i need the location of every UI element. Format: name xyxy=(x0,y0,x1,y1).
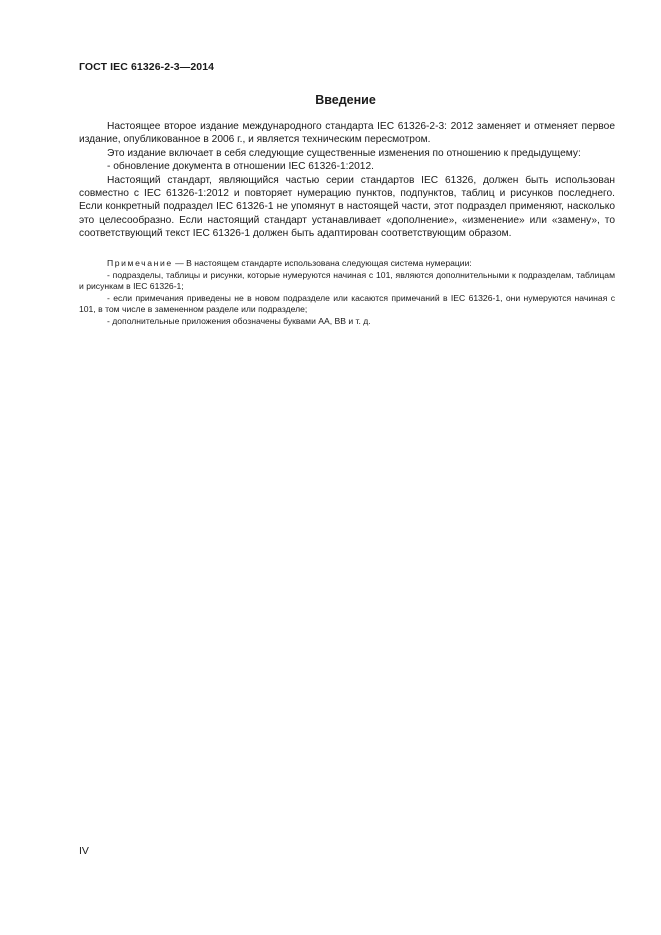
introduction-body xyxy=(79,120,615,241)
note-intro: — В настоящем стандарте использована следующая система нумерации: xyxy=(172,258,472,268)
paragraph-changes-intro: Это издание включает в себя следующие существенные изменения по отношению к предыдущему: xyxy=(107,147,581,159)
paragraph-change-item: - обновление документа в отношении IEC 61326-1:2012. xyxy=(107,161,374,173)
note-label: Примечание xyxy=(107,258,173,268)
note-item-notes: - если примечания приведены не в новом подразделе или касаются примечаний в IEC 61326-1, они нумеруются начиная с 101, в том числе в замененном разделе или подразделе; xyxy=(79,292,615,315)
paragraph-edition: Настоящее второе издание международного стандарта IEC 61326-2-3: 2012 заменяет и отменяет первое издание, опубликованное в 2006 г., и является техническим пересмотром. xyxy=(79,121,615,146)
note-item-annexes: - дополнительные приложения обозначены буквами АА, ВВ и т. д. xyxy=(107,315,371,326)
paragraph-usage: Настоящий стандарт, являющийся частью серии стандартов IEC 61326, должен быть использован совместно с IEC 61326-1:2012 и повторяет нумерацию пунктов, подпунктов, таблиц и рисунков последнего. Если конкретный подраздел IEC 61326-1 не упомянут в настоящей части, этот подраздел применяют, насколько это целесообразно. Если настоящий стандарт устанавливает «дополнение», «изменение» или «замену», то соответствующий текст IEC 61326-1 должен быть адаптирован соответствующим образом. xyxy=(79,174,615,240)
document-code-header: ГОСТ IEC 61326-2-3—2014 xyxy=(79,61,215,73)
note-item-subsections: - подразделы, таблицы и рисунки, которые нумеруются начиная с 101, являются дополнительными к подразделам, таблицам и рисункам в IEC 61326-1; xyxy=(79,269,615,292)
note-intro-line xyxy=(79,258,615,270)
numbering-note xyxy=(79,258,615,328)
page-number: IV xyxy=(79,845,89,857)
section-title: Введение xyxy=(315,93,376,107)
